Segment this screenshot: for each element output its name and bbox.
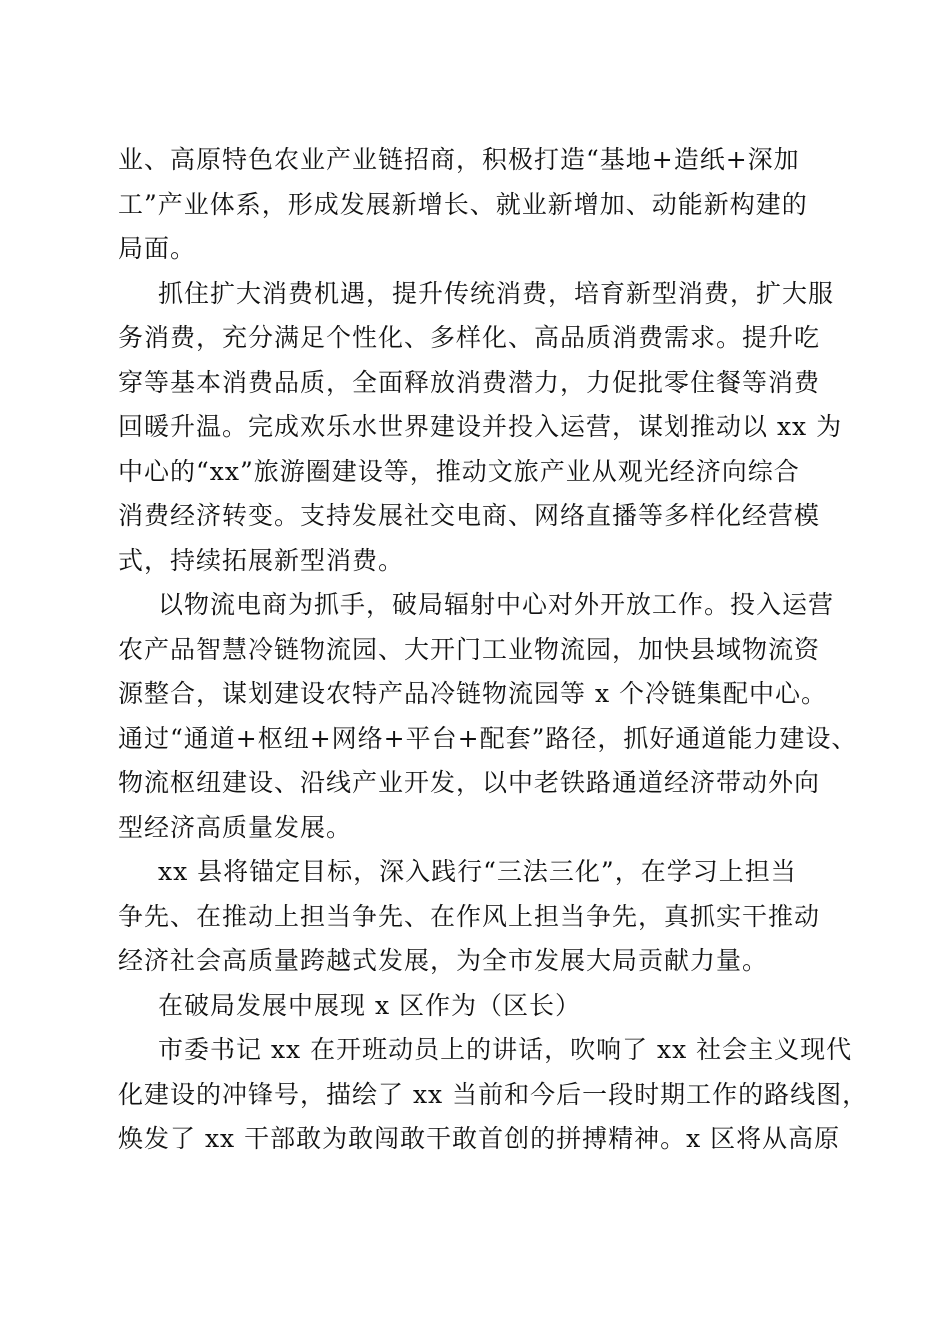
- text-line: xx 县将锚定目标，深入践行“三法三化”，在学习上担当: [158, 857, 797, 886]
- text-line: 式，持续拓展新型消费。: [118, 545, 405, 575]
- text-line: 中心的“xx”旅游圈建设等，推动文旅产业从观光经济向综合: [118, 456, 800, 486]
- text-line: 焕发了 xx 干部敢为敢闯敢干敢首创的拼搏精神。x 区将从高原: [118, 1124, 841, 1153]
- text-line: 抓住扩大消费机遇，提升传统消费，培育新型消费，扩大服: [158, 278, 835, 308]
- text-line: 在破局发展中展现 x 区作为（区长）: [158, 990, 581, 1020]
- text-line: 务消费，充分满足个性化、多样化、高品质消费需求。提升吃: [118, 323, 821, 352]
- text-line: 业、高原特色农业产业链招商，积极打造“基地+造纸+深加: [118, 145, 800, 174]
- text-line: 化建设的冲锋号，描绘了 xx 当前和今后一段时期工作的路线图，: [118, 1079, 869, 1109]
- text-line: 争先、在推动上担当争先、在作风上担当争先，真抓实干推动: [118, 901, 821, 931]
- text-line: 源整合，谋划建设农特产品冷链物流园等 x 个冷链集配中心。: [118, 679, 827, 708]
- text-line: 工”产业体系，形成发展新增长、就业新增加、动能新构建的: [118, 189, 808, 219]
- text-line: 市委书记 xx 在开班动员上的讲话，吹响了 xx 社会主义现代: [158, 1035, 853, 1064]
- text-line: 穿等基本消费品质，全面释放消费潜力，力促批零住餐等消费: [118, 367, 821, 397]
- text-line: 以物流电商为抓手，破局辐射中心对外开放工作。投入运营: [158, 590, 835, 619]
- text-line: 通过“通道+枢纽+网络+平台+配套”路径，抓好通道能力建设、: [118, 723, 858, 753]
- text-line: 消费经济转变。支持发展社交电商、网络直播等多样化经营模: [118, 501, 821, 530]
- text-line: 农产品智慧冷链物流园、大开门工业物流园，加快县域物流资: [118, 634, 821, 664]
- text-line: 经济社会高质量跨越式发展，为全市发展大局贡献力量。: [118, 946, 769, 975]
- text-line: 回暖升温。完成欢乐水世界建设并投入运营，谋划推动以 xx 为: [118, 412, 843, 441]
- text-line: 局面。: [118, 234, 197, 263]
- document-body: [118, 138, 869, 1162]
- text-line: 型经济高质量发展。: [118, 812, 353, 842]
- text-line: 物流枢纽建设、沿线产业开发，以中老铁路通道经济带动外向: [118, 768, 821, 797]
